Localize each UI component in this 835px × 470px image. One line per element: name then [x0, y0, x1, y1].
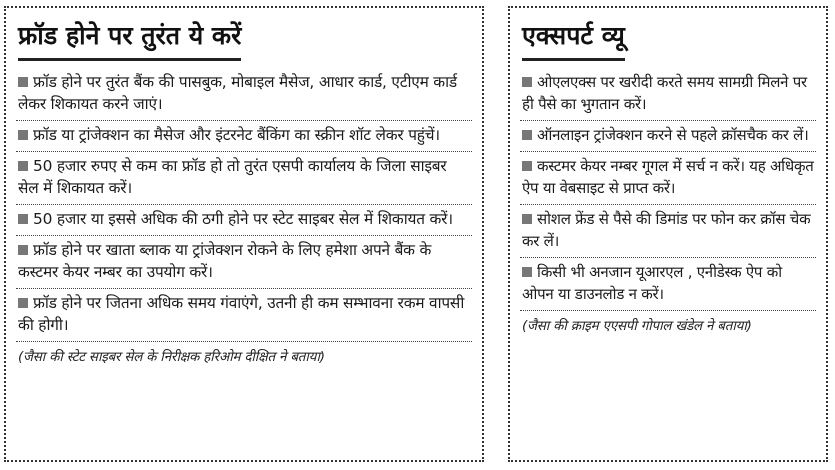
square-bullet-icon: [522, 77, 532, 87]
fraud-action-item: [16, 205, 472, 236]
fraud-action-item: [16, 121, 472, 152]
fraud-action-item-text: 50 हजार या इससे अधिक की ठगी होने पर स्टेट साइबर सेल में शिकायत करें।: [33, 210, 453, 228]
square-bullet-icon: [18, 130, 28, 140]
square-bullet-icon: [18, 77, 28, 87]
square-bullet-icon: [522, 267, 532, 277]
fraud-action-credit: (जैसा की स्टेट साइबर सेल के निरीक्षक हरिओम दीक्षित ने बताया): [18, 350, 325, 365]
square-bullet-icon: [522, 214, 532, 224]
expert-view-item-text: ऑनलाइन ट्रांजेक्शन करने से पहले क्रॉसचैक कर लें।: [537, 126, 809, 144]
square-bullet-icon: [18, 245, 28, 255]
square-bullet-icon: [522, 130, 532, 140]
expert-view-item: [520, 121, 816, 152]
fraud-action-item: [16, 236, 472, 289]
expert-view-item-text: ओएलएक्स पर खरीदी करते समय सामग्री मिलने पर ही पैसे का भुगतान करें।: [522, 73, 807, 113]
expert-view-item-text: सोशल फ्रेंड से पैसे की डिमांड पर फोन कर क्रॉस चेक कर लें।: [522, 210, 811, 250]
square-bullet-icon: [18, 161, 28, 171]
square-bullet-icon: [522, 161, 532, 171]
expert-view-item: [520, 258, 816, 311]
expert-view-credit: (जैसा की क्राइम एएसपी गोपाल खंडेल ने बताया): [522, 319, 752, 334]
fraud-action-item-text: फ्रॉड या ट्रांजेक्शन का मैसेज और इंटरनेट बैंकिंग का स्क्रीन शॉट लेकर पहुंचें।: [33, 126, 440, 144]
fraud-action-item-text: फ्रॉड होने पर जितना अधिक समय गंवाएंगे, उतनी ही कम सम्भावना रकम वापसी की होगी।: [18, 294, 465, 334]
fraud-action-item-text: फ्रॉड होने पर तुरंत बैंक की पासबुक, मोबाइल मैसेज, आधार कार्ड, एटीएम कार्ड लेकर शिकायत करने जाएं।: [18, 73, 457, 113]
expert-view-title-wrap: [520, 12, 816, 68]
fraud-action-item: [16, 68, 472, 121]
fraud-action-title: फ्रॉड होने पर तुरंत ये करें: [18, 16, 241, 61]
expert-view-item-text: कस्टमर केयर नम्बर गूगल में सर्च न करें। यह अधिकृत ऐप या वेबसाइट से प्राप्त करें।: [522, 157, 814, 197]
fraud-action-title-wrap: [16, 12, 472, 68]
expert-view-item: [520, 205, 816, 258]
square-bullet-icon: [18, 214, 28, 224]
fraud-action-item-text: 50 हजार रुपए से कम का फ्रॉड हो तो तुरंत एसपी कार्यालय के जिला साइबर सेल में शिकायत करें।: [18, 157, 447, 197]
expert-view-title: एक्सपर्ट व्यू: [522, 16, 625, 61]
expert-view-item: [520, 68, 816, 121]
square-bullet-icon: [18, 298, 28, 308]
expert-view-item: [520, 152, 816, 205]
fraud-action-box: [4, 6, 484, 462]
expert-view-item-text: किसी भी अनजान यूआरएल , एनीडेस्क ऐप को ओपन या डाउनलोड न करें।: [522, 263, 782, 303]
fraud-action-item: [16, 289, 472, 342]
expert-view-box: [508, 6, 828, 462]
fraud-action-item: [16, 152, 472, 205]
fraud-action-item-text: फ्रॉड होने पर खाता ब्लाक या ट्रांजेक्शन रोकने के लिए हमेशा अपने बैंक के कस्टमर केयर नम्बर का उपयोग करें।: [18, 241, 432, 281]
